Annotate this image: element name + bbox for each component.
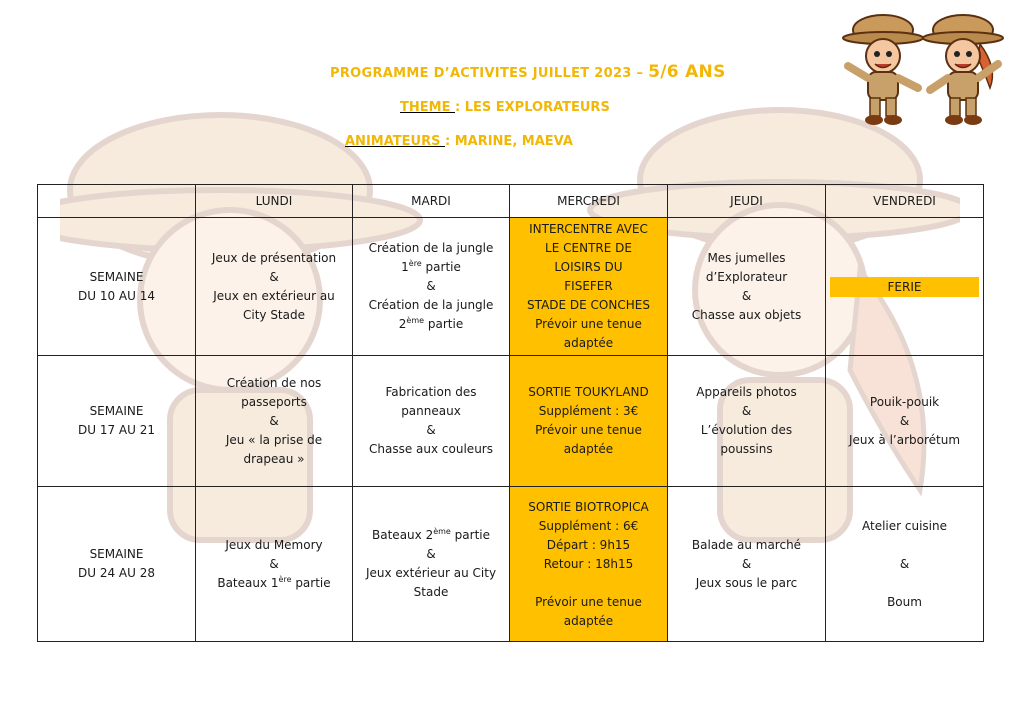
column-header-lundi: LUNDI <box>196 185 353 218</box>
activity-line: Stade <box>413 585 449 599</box>
activity-line: City Stade <box>242 307 305 322</box>
title-main: PROGRAMME D’ACTIVITES JUILLET 2023 – <box>330 66 649 81</box>
explorer-girl-mascot-icon <box>918 8 1008 126</box>
week-label-line: SEMAINE <box>89 547 144 561</box>
activity-line: adaptée <box>563 613 614 628</box>
week-dates: DU 24 AU 28 <box>78 566 155 580</box>
page-title <box>330 62 726 82</box>
activity-line: Supplément : 3€ <box>538 404 639 418</box>
activity-line: Prévoir une tenue <box>535 317 642 331</box>
spacer <box>832 574 977 593</box>
spacer <box>832 536 977 555</box>
week-dates: DU 10 AU 14 <box>78 288 155 303</box>
activity-cell-lundi <box>196 218 353 356</box>
table-header-row <box>38 185 984 218</box>
activity-line: Fabrication des <box>385 385 477 399</box>
activity-line: adaptée <box>563 336 614 350</box>
activity-line: Pouik-pouik <box>869 394 940 409</box>
activity-line: Jeux extérieur au City <box>365 566 497 580</box>
activity-line: INTERCENTRE AVEC <box>529 222 648 236</box>
activity-line: passeports <box>241 394 307 409</box>
activity-line: & <box>426 423 436 437</box>
activity-line: Appareils photos <box>696 385 797 399</box>
activity-cell-mercredi <box>510 356 668 487</box>
activity-cell-mercredi <box>510 487 668 642</box>
activity-line: & <box>426 547 436 561</box>
activity-line: Boum <box>887 594 922 609</box>
activity-cell-mardi <box>353 218 510 356</box>
activity-line: & <box>426 279 436 293</box>
activity-line: d’Explorateur <box>705 269 788 284</box>
activity-line: poussins <box>720 442 773 456</box>
activity-text: partie <box>450 528 490 542</box>
theme-label: THEME <box>400 100 455 115</box>
activity-cell-jeudi <box>668 487 826 642</box>
activity-line: Jeu « la prise de <box>225 432 323 447</box>
activity-cell-lundi <box>196 356 353 487</box>
activity-line: Jeux de présentation <box>211 250 337 265</box>
column-header-mercredi: MERCREDI <box>510 185 668 218</box>
activity-line: Jeux du Memory <box>225 537 323 552</box>
activity-line: & <box>269 556 279 571</box>
activity-line: Balade au marché <box>691 537 802 552</box>
explorer-boy-mascot-icon <box>838 8 928 126</box>
ordinal-suffix: ère <box>408 259 422 268</box>
animateurs-label: ANIMATEURS <box>345 134 445 149</box>
activity-cell-vendredi <box>826 487 984 642</box>
spacer <box>516 574 661 593</box>
activity-line: & <box>899 413 910 428</box>
ordinal-suffix: ème <box>433 527 451 536</box>
ordinal-number: 2 <box>398 317 407 331</box>
week-label-cell <box>38 487 196 642</box>
activity-line <box>359 258 503 277</box>
activity-line: panneaux <box>401 404 461 418</box>
activity-line: Supplément : 6€ <box>538 518 639 533</box>
activity-line: Chasse aux couleurs <box>369 442 493 456</box>
activity-line: & <box>269 413 279 428</box>
theme-line <box>400 100 610 115</box>
activity-line: Jeux sous le parc <box>695 575 798 590</box>
activity-line: LOISIRS DU <box>554 260 623 274</box>
column-header-vendredi: VENDREDI <box>826 185 984 218</box>
activity-cell-jeudi <box>668 356 826 487</box>
ordinal-suffix: ère <box>278 574 292 584</box>
activity-cell-jeudi <box>668 218 826 356</box>
activity-line: Prévoir une tenue <box>535 594 642 609</box>
animateurs-line <box>345 134 573 149</box>
activity-line: adaptée <box>563 442 614 456</box>
week-label-cell <box>38 218 196 356</box>
activity-cell-mardi <box>353 356 510 487</box>
activity-line: SORTIE BIOTROPICA <box>528 499 649 514</box>
ordinal-number: 1 <box>401 260 409 274</box>
activity-line: & <box>741 288 752 303</box>
week-label-line: SEMAINE <box>89 269 144 284</box>
activity-line: Création de la jungle <box>368 298 494 312</box>
activity-line: Prévoir une tenue <box>535 423 642 437</box>
activity-line: Jeux en extérieur au <box>213 288 335 303</box>
column-header-mardi: MARDI <box>353 185 510 218</box>
holiday-badge: FERIE <box>830 277 979 297</box>
activity-line: & <box>899 556 910 571</box>
activity-line: Mes jumelles <box>707 250 786 265</box>
activity-schedule-table <box>37 184 984 642</box>
activity-line: Départ : 9h15 <box>546 537 631 552</box>
ordinal-suffix: ème <box>406 316 425 325</box>
activity-line: Chasse aux objets <box>691 307 802 322</box>
week-dates: DU 17 AU 21 <box>78 423 155 437</box>
table-row-week-3 <box>38 487 984 642</box>
activity-line: Création de nos <box>226 375 322 390</box>
activity-text: partie <box>424 317 464 331</box>
activity-line: & <box>269 269 279 284</box>
activity-line: drapeau » <box>243 451 305 466</box>
activity-line: Retour : 18h15 <box>543 556 634 571</box>
activity-line: L’évolution des <box>700 423 793 437</box>
activity-cell-vendredi <box>826 356 984 487</box>
week-label-line: SEMAINE <box>89 404 144 418</box>
activity-line: SORTIE TOUKYLAND <box>528 385 649 399</box>
activity-line: Atelier cuisine <box>862 518 947 533</box>
activity-line: & <box>741 556 752 571</box>
activity-text: partie <box>421 260 461 274</box>
week-label-cell <box>38 356 196 487</box>
activity-line: Jeux à l’arborétum <box>848 432 961 447</box>
activity-text: Bateaux 1 <box>217 575 279 590</box>
activity-line: FISEFER <box>564 279 613 293</box>
theme-value: : LES EXPLORATEURS <box>454 100 610 115</box>
activity-line: Création de la jungle <box>368 241 494 255</box>
activity-text: partie <box>291 575 331 590</box>
animateurs-value: : MARINE, MAEVA <box>444 134 573 149</box>
activity-cell-vendredi <box>826 218 984 356</box>
activity-line <box>359 526 503 545</box>
activity-line: & <box>741 404 752 418</box>
activity-line <box>202 574 346 593</box>
activity-text: Bateaux 2 <box>372 528 434 542</box>
activity-cell-lundi <box>196 487 353 642</box>
activity-line: STADE DE CONCHES <box>527 298 650 312</box>
table-row-week-2 <box>38 356 984 487</box>
title-age-group: 5/6 ANS <box>648 62 726 82</box>
column-header-jeudi: JEUDI <box>668 185 826 218</box>
activity-line: LE CENTRE DE <box>545 241 632 255</box>
activity-cell-mercredi <box>510 218 668 356</box>
column-header-empty <box>38 185 196 218</box>
table-row-week-1 <box>38 218 984 356</box>
activity-line <box>359 315 503 334</box>
activity-cell-mardi <box>353 487 510 642</box>
